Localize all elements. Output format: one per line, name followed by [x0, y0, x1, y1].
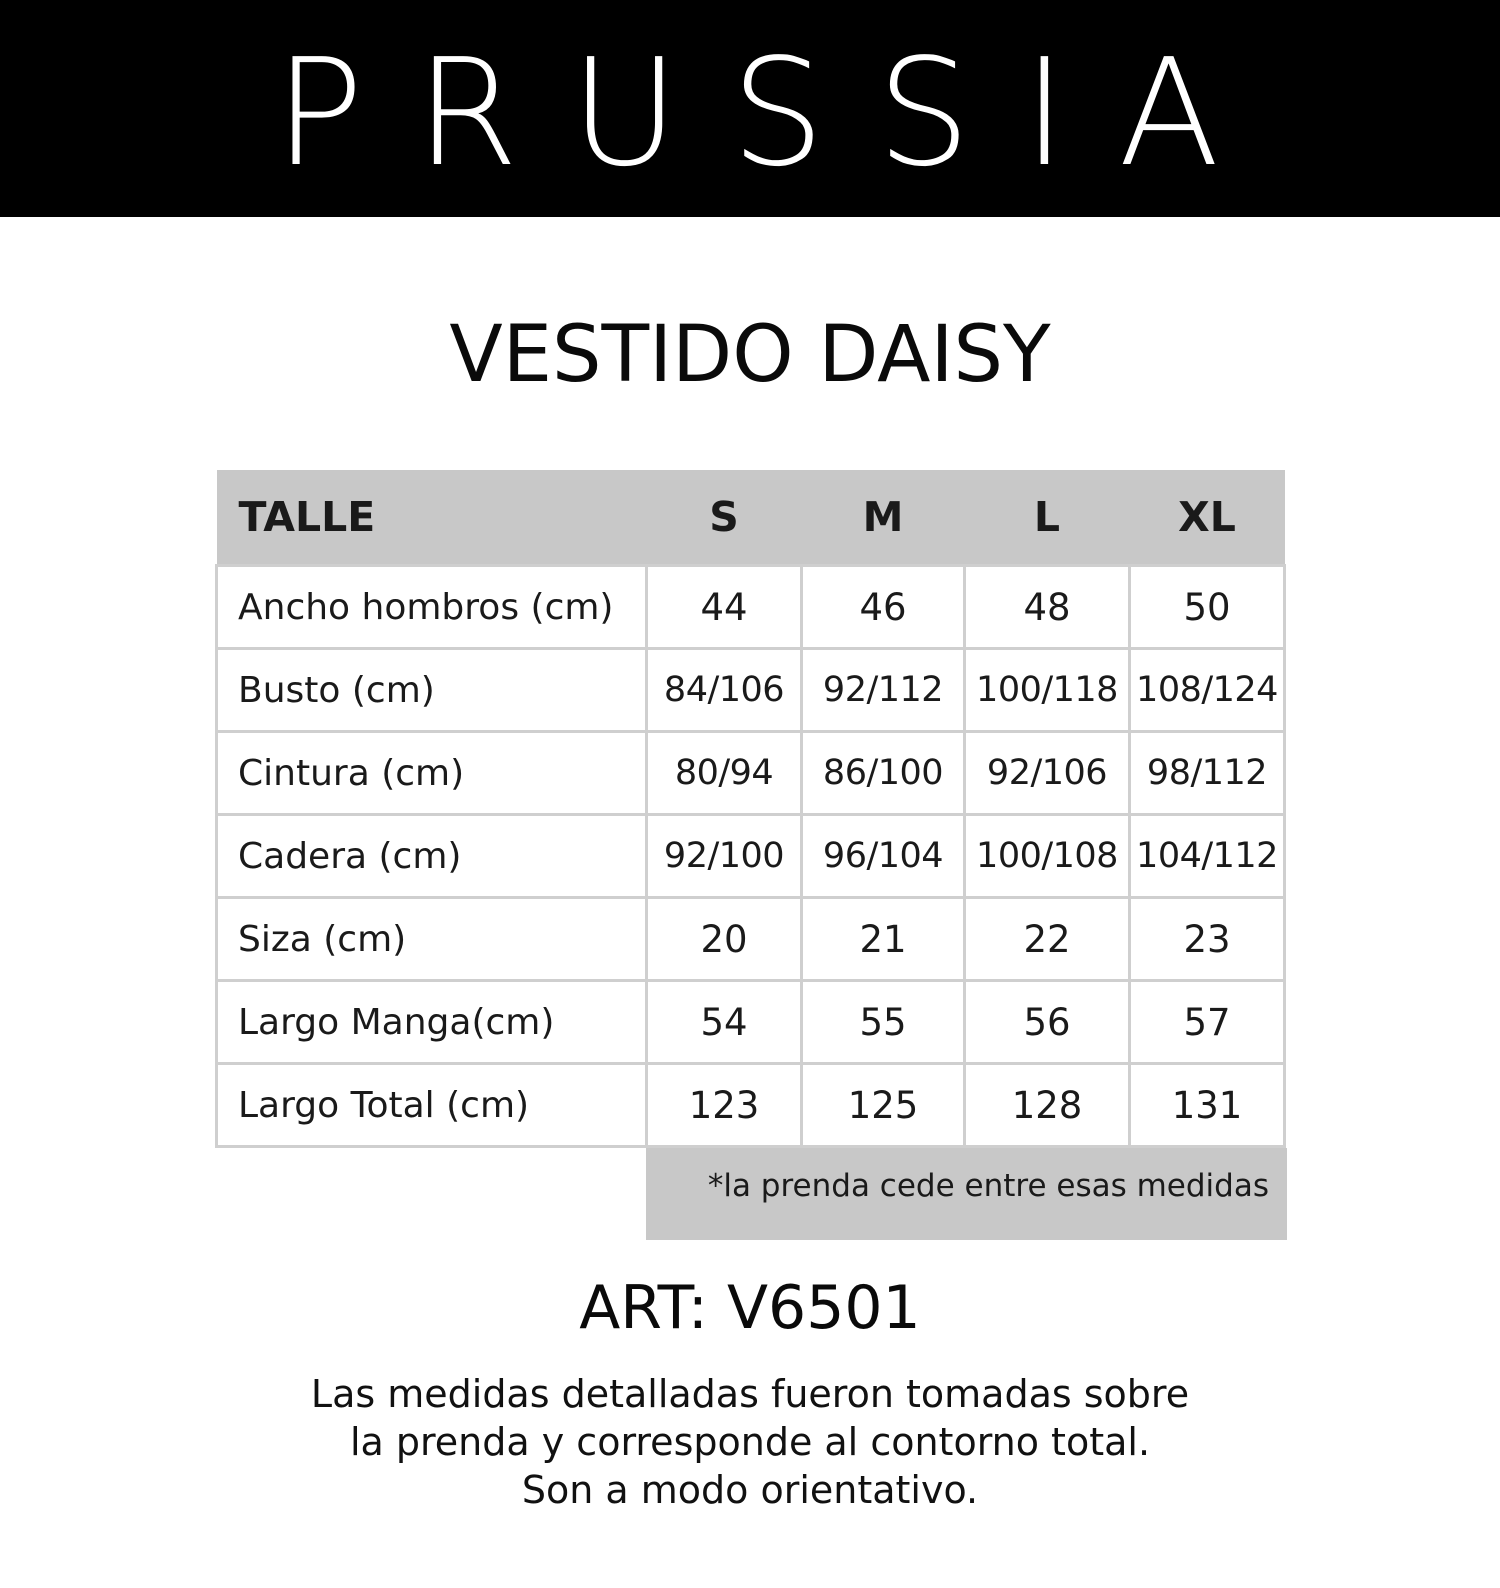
table-cell: 104/112	[1130, 815, 1285, 898]
table-cell: 22	[965, 898, 1130, 981]
row-label: Ancho hombros (cm)	[217, 566, 647, 649]
header-size-xl: XL	[1130, 470, 1285, 566]
size-note-text: *la prenda cede entre esas medidas	[707, 1168, 1269, 1204]
table-row	[217, 566, 1285, 649]
table-cell: 131	[1130, 1064, 1285, 1147]
table-row	[217, 815, 1285, 898]
article-code: ART: V6501	[579, 1273, 921, 1343]
table-cell: 23	[1130, 898, 1285, 981]
brand-logo-text: PRUSSIA	[274, 27, 1272, 199]
disclaimer-line: Las medidas detalladas fueron tomadas sobre	[310, 1372, 1190, 1416]
row-label: Siza (cm)	[217, 898, 647, 981]
row-label: Busto (cm)	[217, 649, 647, 732]
table-cell: 92/106	[965, 732, 1130, 815]
table-cell: 55	[802, 981, 965, 1064]
table-cell: 125	[802, 1064, 965, 1147]
table-row	[217, 898, 1285, 981]
row-label: Cadera (cm)	[217, 815, 647, 898]
table-cell: 80/94	[647, 732, 802, 815]
table-row	[217, 732, 1285, 815]
row-label: Cintura (cm)	[217, 732, 647, 815]
table-cell: 108/124	[1130, 649, 1285, 732]
table-cell: 84/106	[647, 649, 802, 732]
table-cell: 96/104	[802, 815, 965, 898]
table-cell: 128	[965, 1064, 1130, 1147]
header-talle: TALLE	[217, 470, 647, 566]
table-cell: 20	[647, 898, 802, 981]
brand-header-bar	[0, 0, 1500, 217]
table-cell: 50	[1130, 566, 1285, 649]
product-title: VESTIDO DAISY	[449, 310, 1051, 400]
table-cell: 54	[647, 981, 802, 1064]
size-header-row	[217, 470, 1285, 566]
table-cell: 92/100	[647, 815, 802, 898]
table-cell: 46	[802, 566, 965, 649]
table-cell: 48	[965, 566, 1130, 649]
table-cell: 86/100	[802, 732, 965, 815]
table-cell: 44	[647, 566, 802, 649]
table-row	[217, 649, 1285, 732]
header-size-l: L	[965, 470, 1130, 566]
size-chart-table	[215, 470, 1286, 1148]
row-label: Largo Total (cm)	[217, 1064, 647, 1147]
row-label: Largo Manga(cm)	[217, 981, 647, 1064]
table-cell: 98/112	[1130, 732, 1285, 815]
disclaimer-line: la prenda y corresponde al contorno total.	[349, 1420, 1151, 1464]
table-cell: 57	[1130, 981, 1285, 1064]
table-row	[217, 1064, 1285, 1147]
disclaimer-line: Son a modo orientativo.	[521, 1468, 979, 1512]
table-cell: 21	[802, 898, 965, 981]
table-cell: 123	[647, 1064, 802, 1147]
header-size-m: M	[802, 470, 965, 566]
measurement-disclaimer	[0, 1370, 1500, 1514]
header-size-s: S	[647, 470, 802, 566]
table-cell: 100/118	[965, 649, 1130, 732]
size-note-box	[646, 1148, 1287, 1240]
table-row	[217, 981, 1285, 1064]
table-cell: 56	[965, 981, 1130, 1064]
table-cell: 92/112	[802, 649, 965, 732]
table-cell: 100/108	[965, 815, 1130, 898]
